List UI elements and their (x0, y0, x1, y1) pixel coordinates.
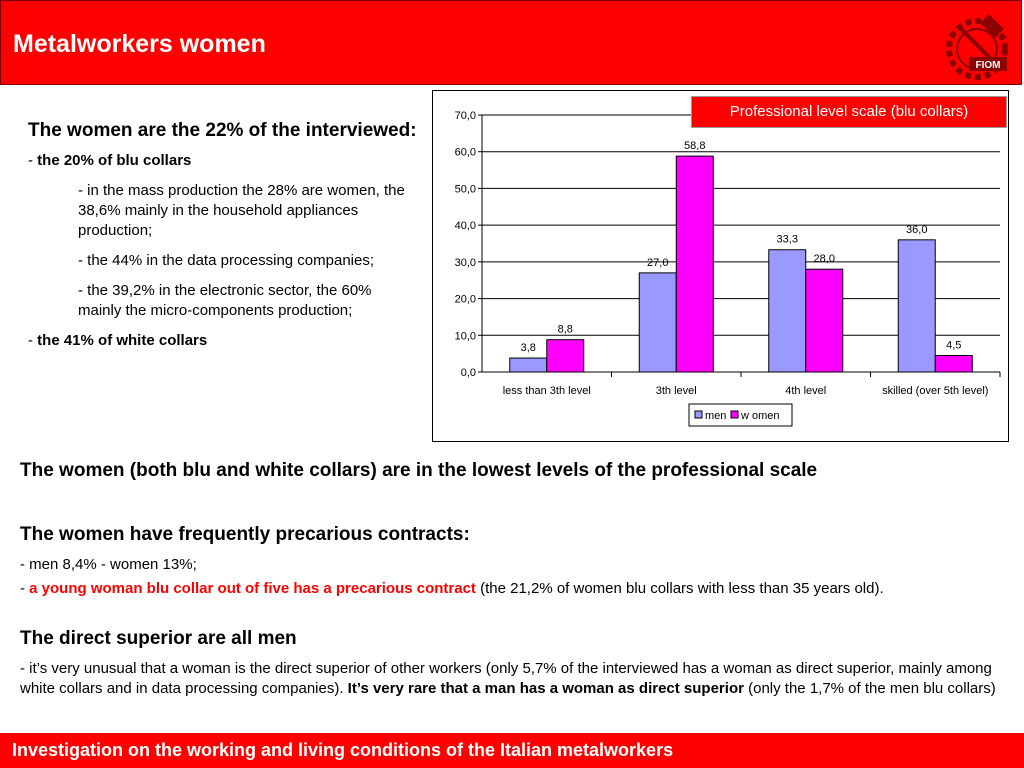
sub-mass-production: - in the mass production the 28% are women, the 38,6% mainly in the household appliances production; (78, 182, 405, 239)
y-tick-label: 60,0 (454, 146, 476, 159)
section-superior (20, 627, 1010, 703)
x-tick-label: 3th level (655, 385, 697, 397)
bar-women-3 (935, 355, 972, 372)
bullet-white-collars: - the 41% of white collars (28, 332, 208, 349)
sub-electronic-sector: - the 39,2% in the electronic sector, the 60% mainly the micro-components production; (78, 282, 372, 319)
summary-lead: The women are the 22% of the interviewed: (28, 120, 417, 141)
data-label: 3,8 (520, 342, 536, 355)
statement-lowest-levels: The women (both blu and white collars) are in the lowest levels of the professional scale (20, 460, 818, 481)
y-tick-label: 50,0 (454, 183, 476, 196)
x-tick-label: less than 3th level (502, 385, 591, 397)
data-label: 33,3 (776, 233, 798, 246)
y-tick-label: 40,0 (454, 220, 476, 233)
data-label: 58,8 (684, 140, 706, 153)
precarious-heading: The women have frequently precarious contracts: (20, 524, 470, 545)
bar-women-0 (547, 340, 584, 372)
bar-men-3 (898, 240, 935, 372)
section-precarious (20, 523, 1010, 603)
precarious-highlight: a young woman blu collar out of five has a precarious contract (29, 580, 476, 597)
y-tick-label: 30,0 (454, 256, 476, 269)
x-tick-label: 4th level (785, 385, 827, 397)
bar-chart (433, 91, 1010, 443)
bar-women-2 (806, 269, 843, 372)
page-title: Metalworkers women (13, 30, 266, 58)
y-tick-label: 0,0 (460, 367, 476, 379)
y-tick-label: 10,0 (454, 330, 476, 343)
x-tick-label: skilled (over 5th level) (882, 385, 989, 397)
chart-title-badge: Professional level scale (blu collars) (691, 96, 1007, 128)
legend-swatch (695, 411, 702, 418)
bar-men-2 (769, 250, 806, 372)
logo-text: FIOM (975, 60, 1001, 71)
data-label: 8,8 (557, 323, 573, 336)
y-tick-label: 20,0 (454, 293, 476, 306)
fiom-logo (939, 7, 1015, 83)
legend-label: men (705, 410, 727, 422)
summary-block (28, 118, 418, 361)
data-label: 28,0 (813, 253, 835, 266)
data-label: 27,0 (647, 256, 669, 269)
precarious-line-2: - a young woman blu collar out of five has a precarious contract (the 21,2% of women blu collars with less than 35 years old). (20, 580, 884, 597)
legend-swatch (731, 411, 738, 418)
data-label: 36,0 (906, 223, 928, 236)
bar-women-1 (676, 156, 713, 372)
footer-bar (0, 733, 1024, 768)
sub-data-processing: - the 44% in the data processing companies; (78, 252, 375, 269)
legend-label: w omen (741, 410, 780, 422)
bar-men-1 (639, 273, 676, 372)
data-label: 4,5 (946, 339, 962, 352)
bullet-blu-collars: - the 20% of blu collars (28, 152, 192, 169)
superior-text: - it’s very unusual that a woman is the direct superior of other workers (only 5,7% of the interviewed has a woman as direct superior, mainly among white collars and in data processing companies). It’s very rare that a man has a woman as direct superior (only the 1,7% of the men blu collars) (20, 660, 996, 697)
y-tick-label: 70,0 (454, 110, 476, 122)
bar-men-0 (510, 358, 547, 372)
chart-container (432, 90, 1009, 442)
superior-bold: It’s very rare that a man has a woman as direct superior (347, 680, 744, 697)
header-bar (0, 0, 1022, 85)
precarious-line-1: - men 8,4% - women 13%; (20, 556, 197, 573)
footer-text: Investigation on the working and living conditions of the Italian metalworkers (12, 740, 674, 760)
superior-heading: The direct superior are all men (20, 628, 297, 649)
